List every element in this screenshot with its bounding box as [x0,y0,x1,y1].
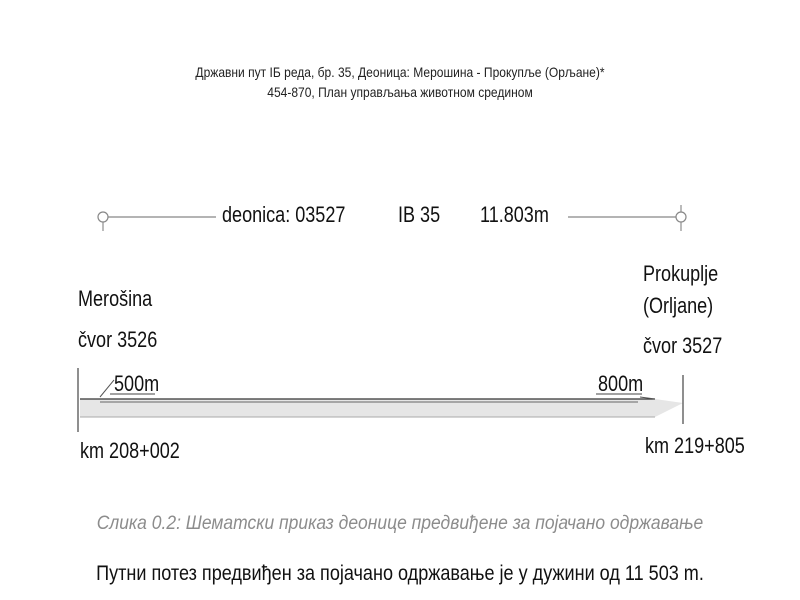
start-km-label: km 208+002 [80,438,180,463]
axis-left-circle [98,212,108,222]
section-axis [98,205,686,231]
end-km-label: km 219+805 [645,433,745,458]
figure-caption: Слика 0.2: Шематски приказ деонице предвиђене за појачано одржавање [96,513,704,534]
end-node-label: čvor 3527 [643,333,723,358]
road-label: IB 35 [398,202,441,227]
start-offset-label: 500m [114,371,160,396]
end-place-subname: (Orljane) [643,293,714,318]
section-label: deonica: 03527 [222,202,346,227]
start-place-name: Merošina [78,286,153,311]
body-paragraph: Путни потез предвиђен за појачано одржавање је у дужини од 11 503 m. [96,562,704,585]
end-offset-label: 800m [598,371,644,396]
end-place-name: Prokuplje [643,261,719,286]
start-node-label: čvor 3526 [78,327,158,352]
document-header-line-2: 454-870, План управљања животном средином [267,84,533,100]
road-band [78,368,683,432]
length-label: 11.803m [480,202,549,227]
document-header-line-1: Државни пут IБ реда, бр. 35, Деоница: Мерошина - Прокупље (Орљане)* [195,64,605,80]
axis-right-circle [676,212,686,222]
